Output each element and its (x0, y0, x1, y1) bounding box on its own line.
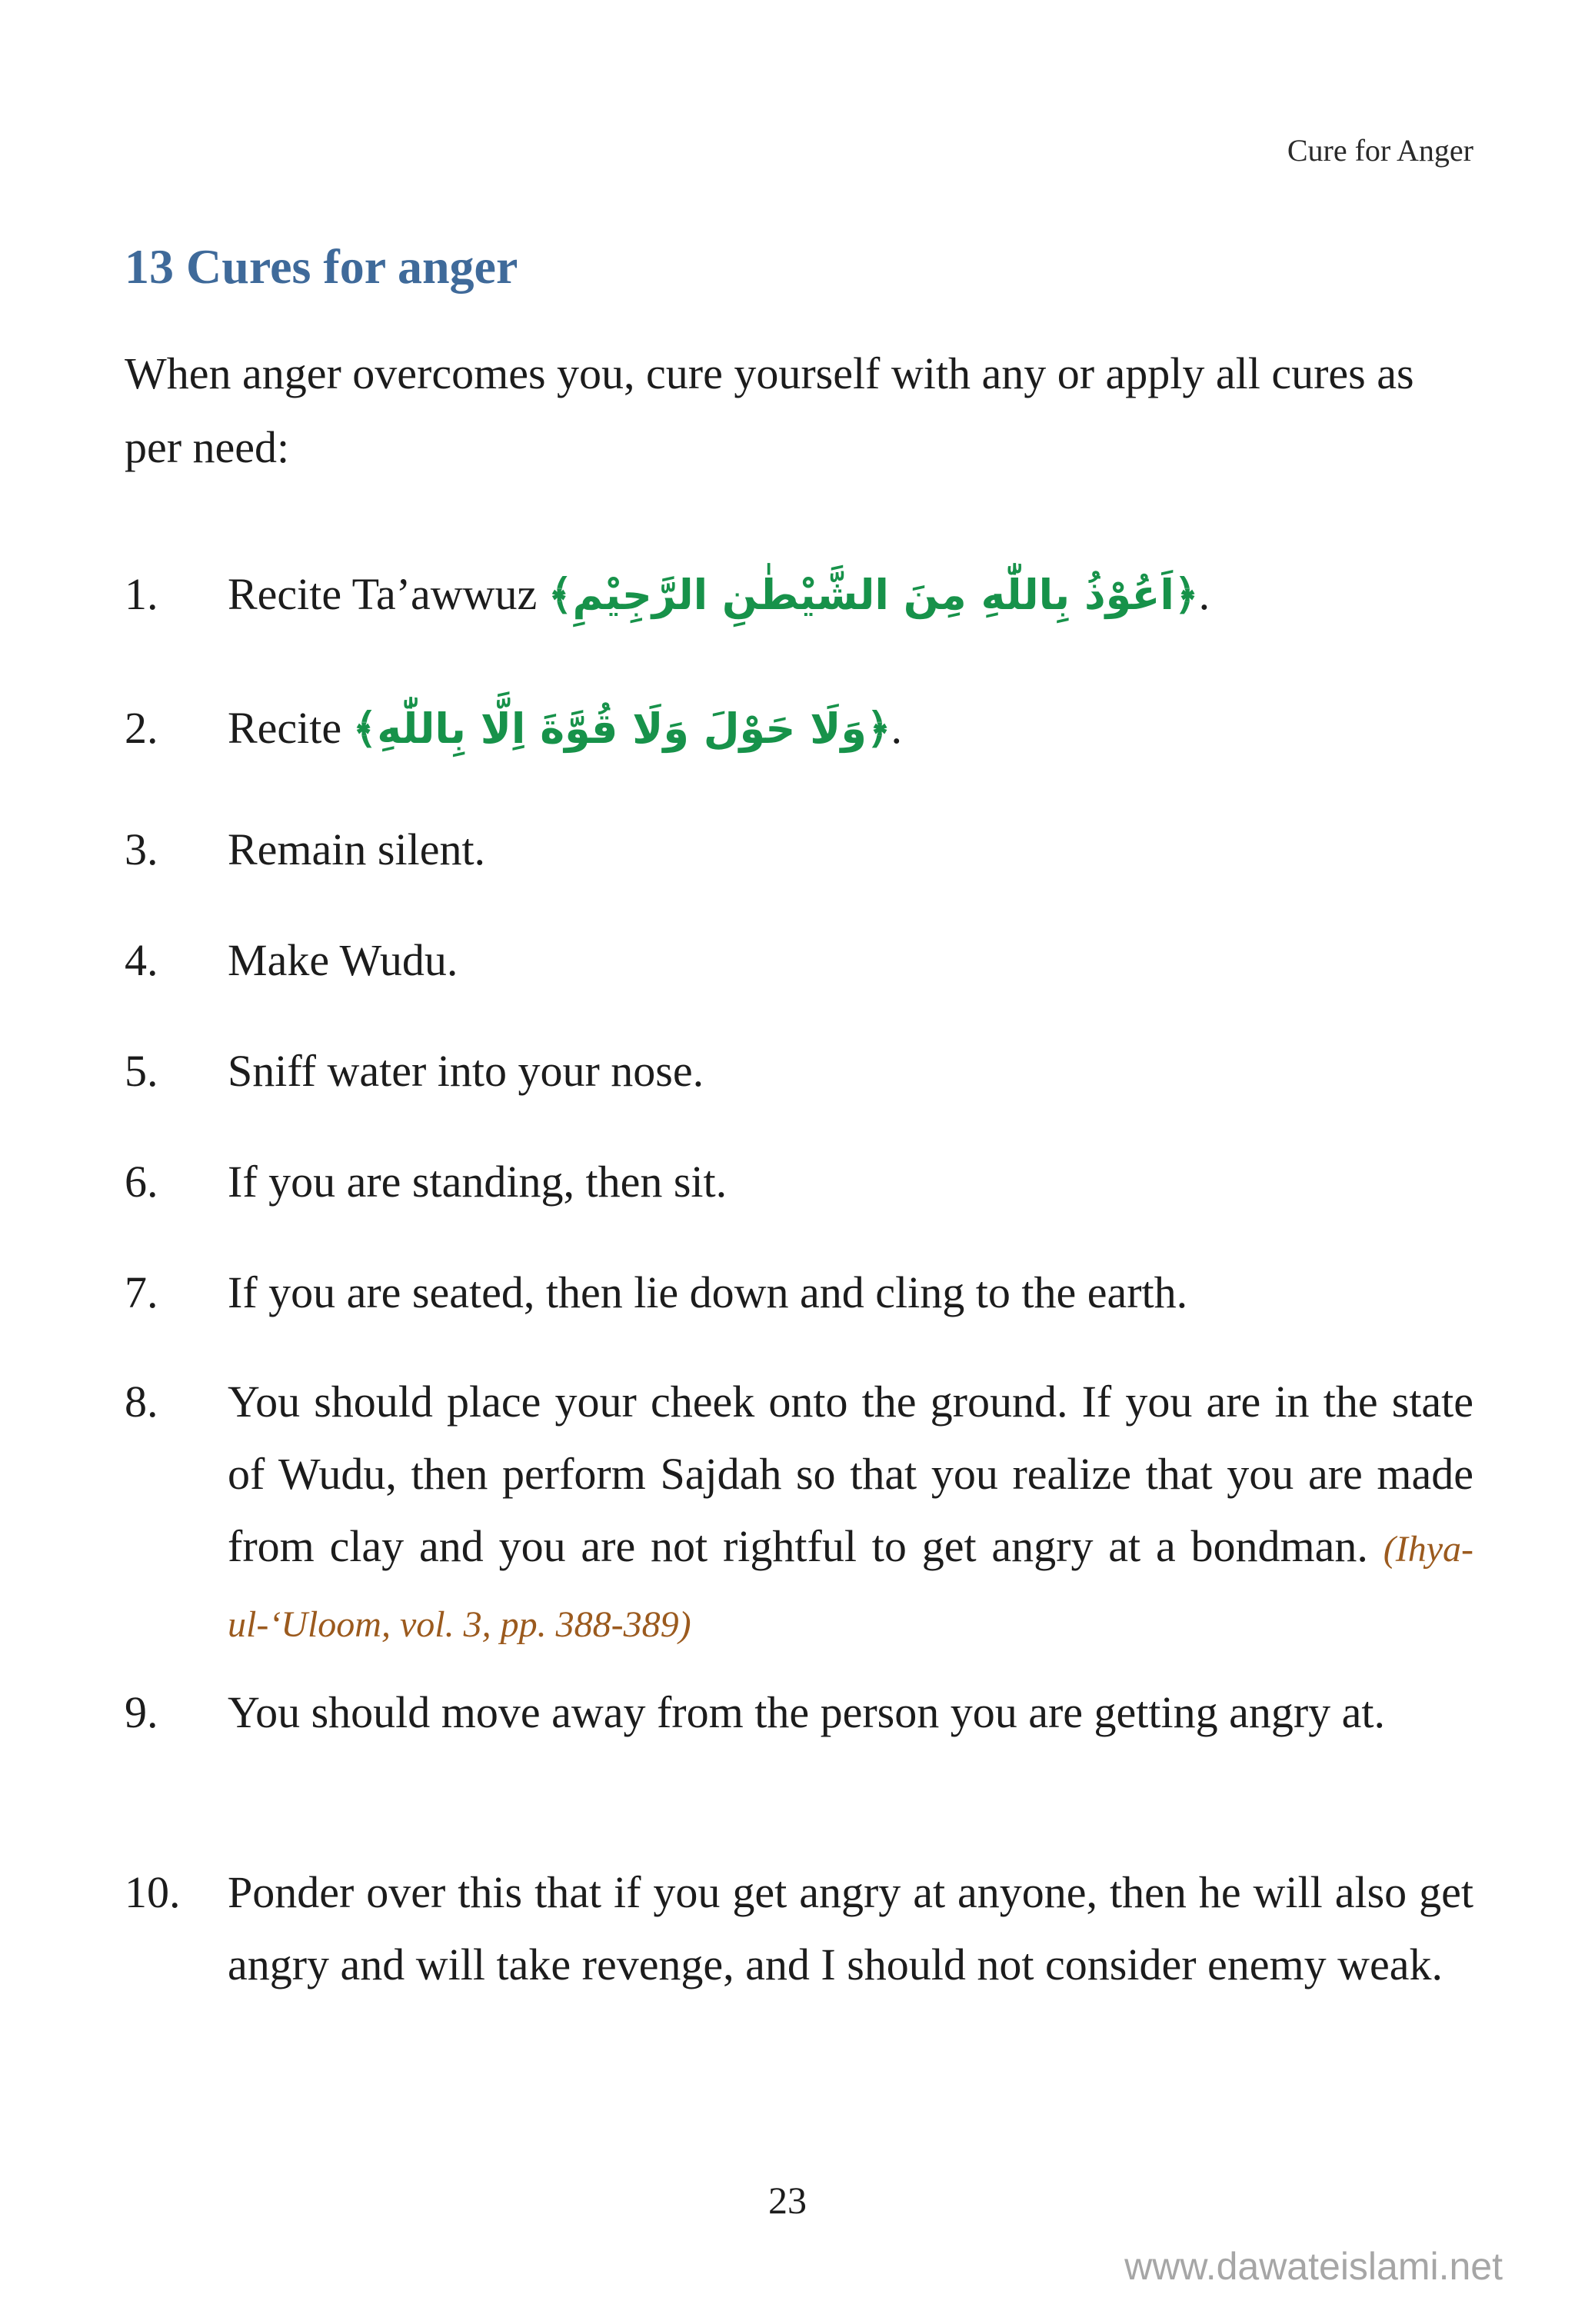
cure-item-8 (125, 1366, 1473, 1661)
cure-item-2 (125, 692, 1473, 765)
cure-number: 6. (125, 1157, 158, 1207)
section-title: 13 Cures for anger (125, 239, 518, 294)
cure-text (228, 558, 1473, 631)
running-header: Cure for Anger (1287, 133, 1473, 168)
cure-number: 10. (125, 1867, 181, 1917)
cure-text (228, 692, 1473, 765)
cure-text-main: You should place your cheek onto the ground. If you are in the state of Wudu, then perform Sajdah so that you realize that you are made from clay and you are not rightful to get angry at a bondman. (228, 1377, 1473, 1571)
cure-text: You should move away from the person you are getting angry at. (228, 1687, 1386, 1737)
cure-number: 3. (125, 824, 158, 874)
cure-text (228, 1366, 1473, 1661)
cure-item-6 (125, 1146, 1473, 1218)
cure-text: If you are seated, then lie down and cling to the earth. (228, 1267, 1188, 1317)
cure-text-main: Recite Ta’awwuz (228, 569, 548, 619)
cure-item-9 (125, 1676, 1473, 1749)
cure-item-4 (125, 924, 1473, 997)
cure-number: 7. (125, 1267, 158, 1317)
arabic-hawqala: ﴿وَلَا حَوْلَ وَلَا قُوَّةَ اِلَّا بِاللّٰهِ﴾ (352, 704, 891, 753)
cure-text: Remain silent. (228, 824, 486, 874)
cure-text: If you are standing, then sit. (228, 1157, 728, 1207)
intro-paragraph: When anger overcomes you, cure yourself with any or apply all cures as per need: (125, 348, 1414, 472)
page-number: 23 (768, 2179, 807, 2222)
cure-item-5 (125, 1035, 1473, 1107)
cure-text-end: . (891, 703, 903, 753)
cure-text: Make Wudu. (228, 935, 458, 985)
cure-text: Sniff water into your nose. (228, 1046, 704, 1096)
cure-text-end: . (1198, 569, 1210, 619)
cure-item-3 (125, 814, 1473, 886)
cure-number: 4. (125, 935, 158, 985)
cure-number: 5. (125, 1046, 158, 1096)
cure-number: 2. (125, 703, 158, 753)
cure-item-10 (125, 1856, 1473, 2001)
cure-number: 8. (125, 1377, 158, 1427)
arabic-taawwuz: ﴿اَعُوْذُ بِاللّٰهِ مِنَ الشَّيْطٰنِ الرَّجِيْمِ﴾ (548, 571, 1199, 619)
cure-item-7 (125, 1257, 1473, 1329)
watermark-url: www.dawateislami.net (1124, 2245, 1503, 2288)
cure-number: 9. (125, 1687, 158, 1737)
cure-text: Ponder over this that if you get angry at anyone, then he will also get angry and will take revenge, and I should not consider enemy weak. (228, 1867, 1473, 1989)
cure-text-main: Recite (228, 703, 353, 753)
citation-reference: (Ihya-ul-‘Uloom, vol. 3, pp. 388-389) (228, 1529, 1473, 1645)
cure-item-1 (125, 558, 1473, 631)
cure-number: 1. (125, 569, 158, 619)
